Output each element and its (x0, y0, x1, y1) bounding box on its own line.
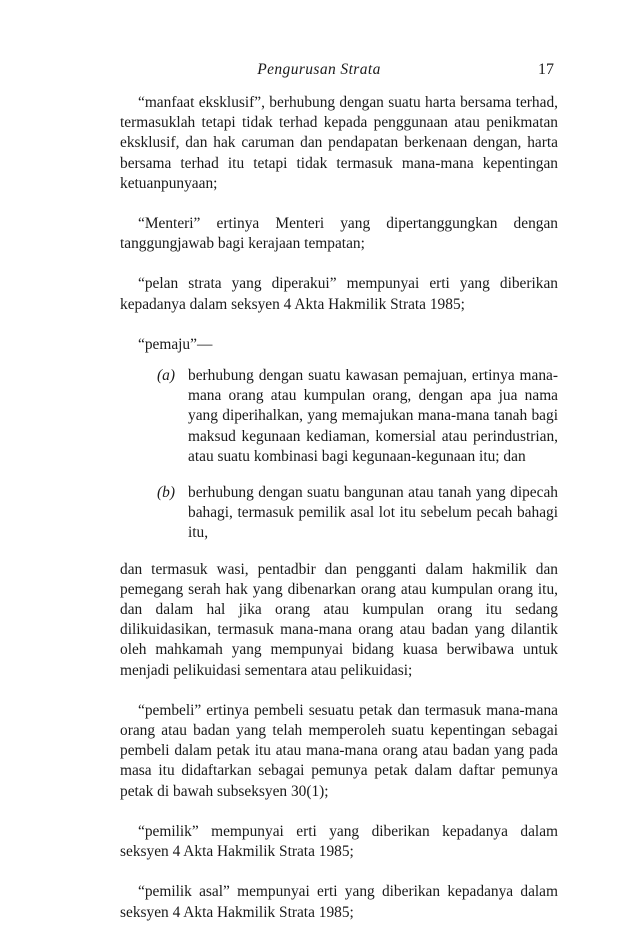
pemaju-lead: “pemaju”— (138, 335, 213, 353)
running-title: Pengurusan Strata (257, 61, 381, 78)
page-body (120, 93, 558, 943)
page-header (0, 61, 638, 83)
definition-pemilik-asal: “pemilik asal” mempunyai erti yang diberikan kepadanya dalam seksyen 4 Akta Hakmilik Strata 1985; (120, 883, 558, 921)
item-marker: (b) (157, 484, 175, 502)
item-marker: (a) (157, 367, 175, 385)
item-text: berhubung dengan suatu kawasan pemajuan, ertinya mana-mana orang atau kumpulan orang, dengan apa jua nama yang diperihalkan, yang memajukan mana-mana tanah bagi maksud kegunaan kediaman, komersial atau perindustrian, atau suatu kombinasi bagi kegunaan-kegunaan itu; dan (188, 367, 558, 465)
definition-manfaat-eksklusif: “manfaat eksklusif”, berhubung dengan suatu harta bersama terhad, termasuklah tetapi tidak terhad kepada penggunaan atau penikmatan eksklusif, dan hak caruman dan pendapatan berkenaan dengan, harta bersama terhad itu tetapi tidak termasuk mana-mana kepentingan ketuanpunyaan; (120, 94, 558, 192)
pemaju-continuation: dan termasuk wasi, pentadbir dan pengganti dalam hakmilik dan pemegang serah hak yang dibenarkan orang atau kumpulan orang itu, dan dalam hal jika orang atau kumpulan orang itu sedang dilikuidasikan, termasuk mana-mana orang atau badan yang dilantik oleh mahkamah yang mempunyai bidang kuasa berwibawa untuk menjadi pelikuidasi sementara atau pelikuidasi; (120, 560, 558, 679)
definition-pemilik: “pemilik” mempunyai erti yang diberikan kepadanya dalam seksyen 4 Akta Hakmilik Strata 1985; (120, 822, 558, 861)
definition-pembeli: “pembeli” ertinya pembeli sesuatu petak dan termasuk mana-mana orang atau badan yang telah memperoleh suatu kepentingan sebagai pembeli dalam petak itu atau mana-mana orang atau badan yang pada masa itu didaftarkan sebagai pemunya petak dalam daftar pemunya petak di bawah subseksyen 30(1); (120, 701, 558, 800)
pemaju-item-b (120, 483, 558, 544)
definition-pelan-strata: “pelan strata yang diperakui” mempunyai erti yang diberikan kepadanya dalam seksyen 4 Akta Hakmilik Strata 1985; (120, 275, 558, 313)
definition-pemaju (120, 335, 558, 681)
item-text: berhubung dengan suatu bangunan atau tanah yang dipecah bahagi, termasuk pemilik asal lot itu sebelum pecah bahagi itu, (188, 484, 558, 542)
pemaju-item-a (120, 366, 558, 467)
definition-menteri: “Menteri” ertinya Menteri yang dipertanggungkan dengan tanggungjawab bagi kerajaan tempatan; (120, 215, 558, 253)
page-number: 17 (538, 61, 554, 78)
